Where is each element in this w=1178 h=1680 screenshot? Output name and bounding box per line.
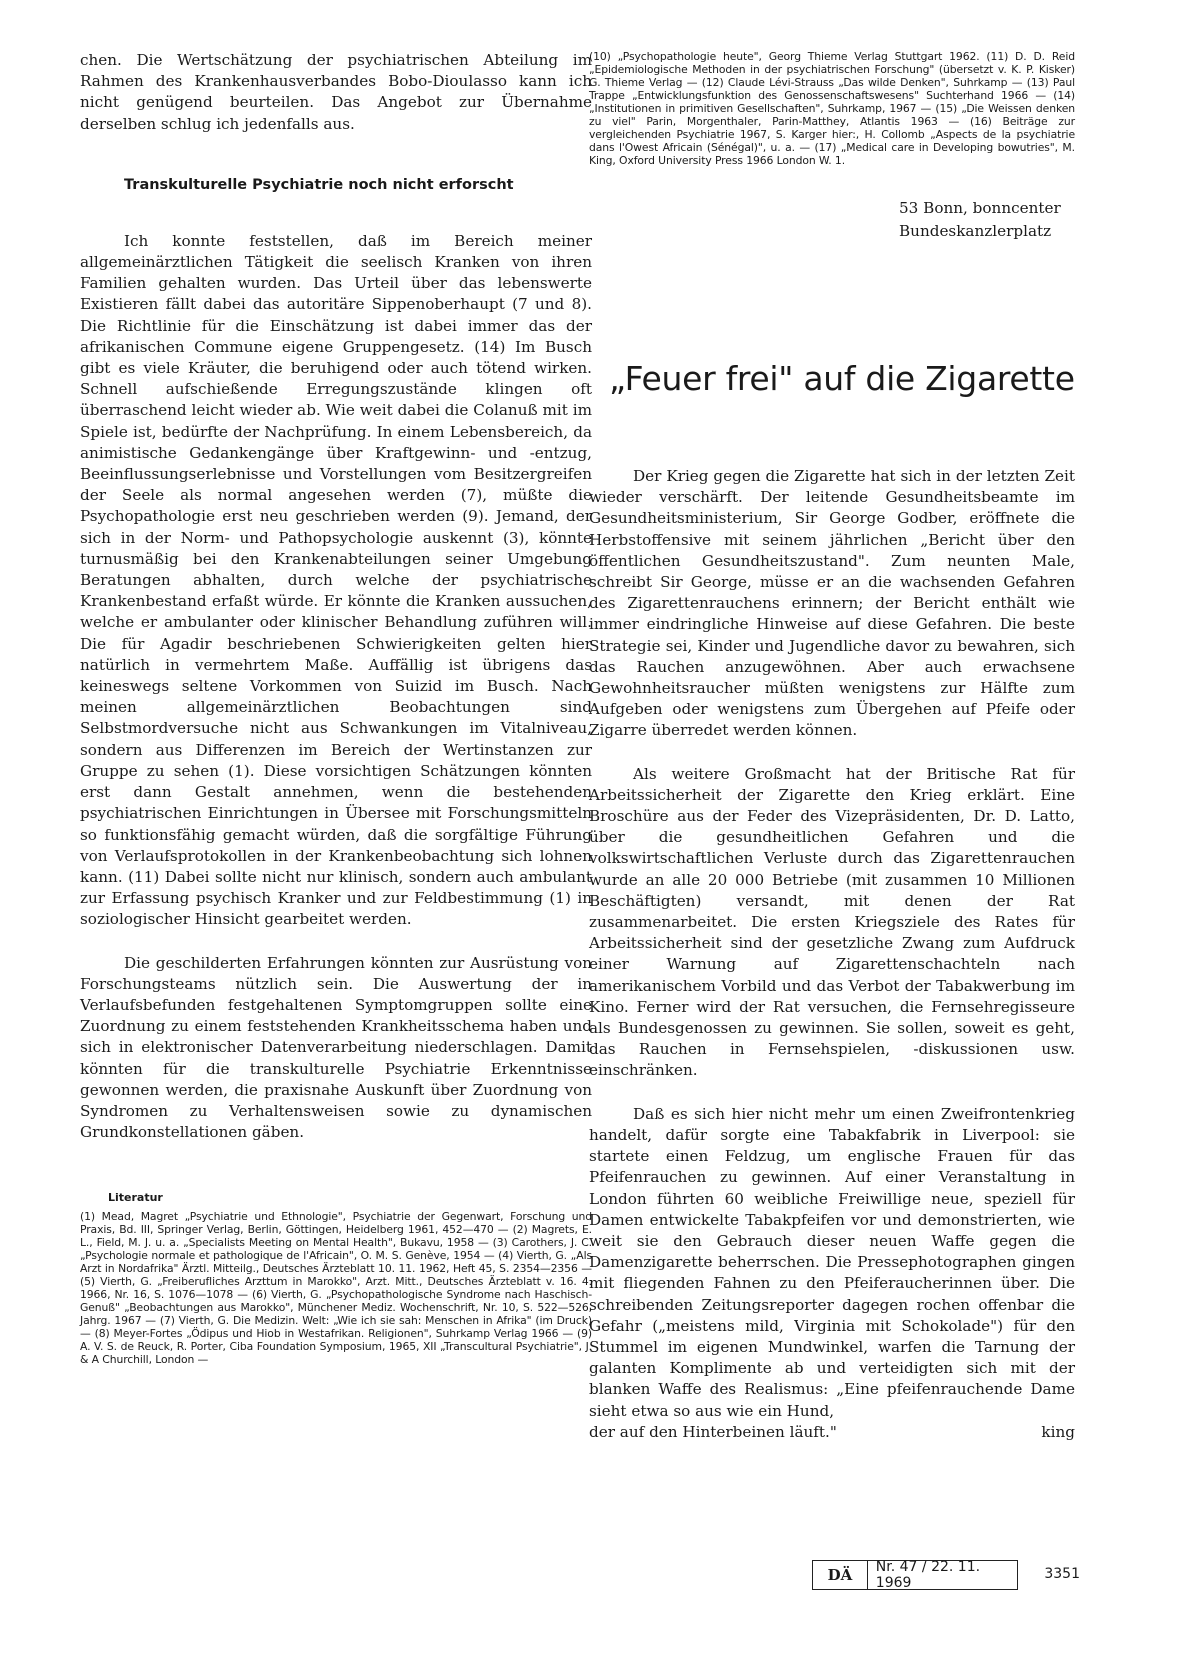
- journal-logo: DÄ: [813, 1561, 868, 1589]
- article-title: „Feuer frei" auf die Zigarette: [609, 359, 1075, 398]
- literature-references: (1) Mead, Magret „Psychiatrie und Ethnologie", Psychiatrie der Gegenwart, Forschung und Praxis, Bd. III, Springer Verlag, Berlin, Göttingen, Heidelberg 1961, 452—470 — (2) Magrets, E. L., Field, M. J. u. a. „Specialists Meeting on Mental Health", Bukavu, 1958 — (3) Carothers, J. C. „Psychologie normale et pathologique de l'Africain", O. M. S. Genève, 1954 — (4) Vierth, G. „Als Arzt in Nordafrika" Ärztl. Mitteilg., Deutsches Ärzteblatt 10. 11. 1962, Heft 45, S. 2354—2356 — (5) Vierth, G. „Freiberufliches Arzttum in Marokko", Arzt. Mitt., Deutsches Ärzteblatt v. 16. 4. 1966, Nr. 16, S. 1076—1078 — (6) Vierth, G. „Psychopathologische Syndrome nach Haschisch-Genuß" „Beobachtungen aus Marokko", Münchener Mediz. Wochenschrift, Nr. 10, S. 522—526, Jahrg. 1967 — (7) Vierth, G. Die Medizin. Welt: „Wie ich sie sah: Menschen in Afrika" (im Druck) — (8) Meyer-Fortes „Ödipus und Hiob in Westafrikan. Religionen", Suhrkamp Verlag 1966 — (9) A. V. S. de Reuck, R. Porter, Ciba Foundation Symposium, 1965, XII „Transcultural Psychiatrie", J. & A Churchill, London —: [80, 1210, 592, 1367]
- closing-text: der auf den Hinterbeinen läuft.": [589, 1422, 837, 1441]
- paragraph: Als weitere Großmacht hat der Britische Rat für Arbeitssicherheit der Zigarette den Krieg erklärt. Eine Broschüre aus der Feder des Vizepräsidenten, Dr. D. Latto, über die gesundheitlichen Gefahren und die volkswirtschaftlichen Verluste durch das Zigarettenrauchen wurde an alle 20 000 Betriebe (mit zusammen 10 Millionen Beschäftigten) versandt, mit denen der Rat zusammenarbeitet. Die ersten Kriegsziele des Rates für Arbeitssicherheit sind der gesetzliche Zwang zum Aufdruck einer Warnung auf Zigarettenschachteln nach amerikanischem Vorbild und das Verbot der Tabakwerbung im Kino. Ferner wird der Rat versuchen, die Fernsehregisseure als Bundesgenossen zu gewinnen. Sie sollen, soweit es geht, das Rauchen in Fernsehspielen, -diskussionen usw. einschränken.: [589, 764, 1075, 1080]
- paragraph: Der Krieg gegen die Zigarette hat sich in der letzten Zeit wieder verschärft. Der leitende Gesundheitsbeamte im Gesundheitsministerium, Sir George Godber, eröffnete die Herbstoffensive mit seinem jährlichen „Bericht über den öffentlichen Gesundheitszustand". Zum neunten Male, schreibt Sir George, müsse er an die wachsenden Gefahren des Zigarettenrauchens erinnern; der Bericht enthält wie immer eindringliche Hinweise auf diese Gefahren. Die beste Strategie sei, Kinder und Jugendliche davor zu bewahren, sich das Rauchen anzugewöhnen. Aber auch erwachsene Gewohnheitsraucher müßten wenigstens zur Hälfte zum Aufgeben oder wenigstens zum Übergehen auf Pfeife oder Zigarre überredet werden können.: [589, 467, 1075, 740]
- journal-badge: [812, 1560, 1018, 1590]
- references-continued: (10) „Psychopathologie heute", Georg Thieme Verlag Stuttgart 1962. (11) D. D. Reid „Epidemiologische Methoden in der psychiatrischen Forschung" (übersetzt v. K. P. Kisker) G. Thieme Verlag — (12) Claude Lévi-Strauss „Das wilde Denken", Suhrkamp — (13) Paul Trappe „Entwicklungsfunktion des Genossenschaftswesens" Suchterhand 1966 — (14) „Institutionen in primitiven Gesellschaften", Suhrkamp, 1967 — (15) „Die Weissen denken zu viel" Parin, Morgenthaler, Parin-Matthey, Atlantis 1963 — (16) Beiträge zur vergleichenden Psychiatrie 1967, S. Karger hier:, H. Collomb „Aspects de la psychiatrie dans l'Owest Africain (Sénégal)", u. a. — (17) „Medical care in Developing bowutries", M. King, Oxford University Press 1966 London W. 1.: [589, 50, 1075, 167]
- right-column: [589, 50, 1075, 1443]
- page-footer: [812, 1560, 1080, 1590]
- paragraph: Ich konnte feststellen, daß im Bereich meiner allgemeinärztlichen Tätigkeit die seelisch Kranken von ihren Familien gehalten wurden. Das Urteil über das lebenswerte Existieren fällt dabei das autoritäre Sippenoberhaupt (7 und 8). Die Richtlinie für die Einschätzung ist dabei immer das der afrikanischen Commune eigene Gruppengesetz. (14) Im Busch gibt es viele Kräuter, die beruhigend oder auch tötend wirken. Schnell aufschießende Erregungszustände klingen oft überraschend leicht wieder ab. Wie weit dabei die Colanuß mit im Spiele ist, bedürfte der Nachprüfung. In einem Lebensbereich, da animistische Gedankengänge über Kraftgewinn- und -entzug, Beeinflussungserlebnisse und Vorstellungen vom Besitzergreifen der Seele als normal angesehen werden (7), müßte die Psychopathologie erst neu geschrieben werden (9). Jemand, der sich in der Norm- und Pathopsychologie auskennt (3), könnte turnusmäßig bei den Krankenabteilungen seiner Umgebung Beratungen abhalten, durch welche der psychiatrische Krankenbestand erfaßt würde. Er könnte die Kranken aussuchen, welche er ambulanter oder klinischer Behandlung zuführen will. Die für Agadir beschriebenen Schwierigkeiten gelten hier natürlich in vermehrtem Maße. Auffällig ist übrigens das keineswegs seltene Vorkommen von Suizid im Busch. Nach meinen allgemeinärztlichen Beobachtungen sind Selbstmordversuche nicht aus Schwankungen im Vitalniveau, sondern aus Differenzen im Bereich der Wertinstanzen zur Gruppe zu sehen (1). Diese vorsichtigen Schätzungen könnten erst dann Gestalt annehmen, wenn die bestehenden psychiatrischen Einrichtungen in Übersee mit Forschungsmitteln so funktionsfähig gemacht würden, daß die sorgfältige Führung von Verlaufsprotokollen in der Krankenbeobachtung sich lohnen kann. (11) Dabei sollte nicht nur klinisch, sondern auch ambulant zur Erfassung psychisch Kranker und zur Feldbestimmung (1) in soziologischer Hinsicht gearbeitet werden.: [80, 231, 592, 929]
- literature-heading: Literatur: [108, 1191, 163, 1205]
- paragraph: Die geschilderten Erfahrungen könnten zur Ausrüstung von Forschungsteams nützlich sein. Die Auswertung der in Verlaufsbefunden festgehaltenen Symptomgruppen sollte eine Zuordnung zu einem feststehenden Krankheitsschema haben und sich in elektronischer Datenverarbeitung niederschlagen. Damit könnten für die transkulturelle Psychiatrie Erkenntnisse gewonnen werden, die praxisnahe Auskunft über Zuordnung von Syndromen zu Verhaltensweisen sowie zu dynamischen Grundkonstellationen gäben.: [80, 953, 592, 1142]
- left-column: [80, 50, 592, 1366]
- closing-line: [589, 1422, 1075, 1443]
- author-signature: king: [1041, 1422, 1075, 1441]
- issue-number: Nr. 47 / 22. 11. 1969: [875, 1559, 981, 1591]
- address-line: Bundeskanzlerplatz: [899, 222, 1052, 240]
- page-number: 3351: [1044, 1566, 1080, 1582]
- author-address: [899, 197, 1075, 243]
- section-heading: Transkulturelle Psychiatrie noch nicht erforscht: [124, 176, 514, 193]
- paragraph: chen. Die Wertschätzung der psychiatrischen Abteilung im Rahmen des Krankenhausverbandes Bobo-Dioulasso kann ich nicht genügend beurteilen. Das Angebot zur Übernahme derselben schlug ich jedenfalls aus.: [80, 51, 592, 133]
- paragraph: Daß es sich hier nicht mehr um einen Zweifrontenkrieg handelt, dafür sorgte eine Tabakfabrik in Liverpool: sie startete einen Feldzug, um englische Frauen für das Pfeifenrauchen zu gewinnen. Auf einer Veranstaltung in London führten 60 weibliche Freiwillige neue, speziell für Damen entwickelte Tabakpfeifen vor und demonstrierten, wie weit sie den Gebrauch dieser neuen Waffe gegen die Damenzigarette beherrschen. Die Pressephotographen gingen mit fliegenden Fahnen zu den Pfeiferaucherinnen über. Die schreibenden Zeitungsreporter dagegen rochen offenbar die Gefahr („meistens mild, Virginia mit Schokolade") für den Stummel im eigenen Mundwinkel, warfen die Tarnung der galanten Komplimente ab und verteidigten sich mit der blanken Waffe des Realismus: „Eine pfeifenrauchende Dame sieht etwa so aus wie ein Hund,: [589, 1104, 1075, 1420]
- address-line: 53 Bonn, bonncenter: [899, 199, 1061, 217]
